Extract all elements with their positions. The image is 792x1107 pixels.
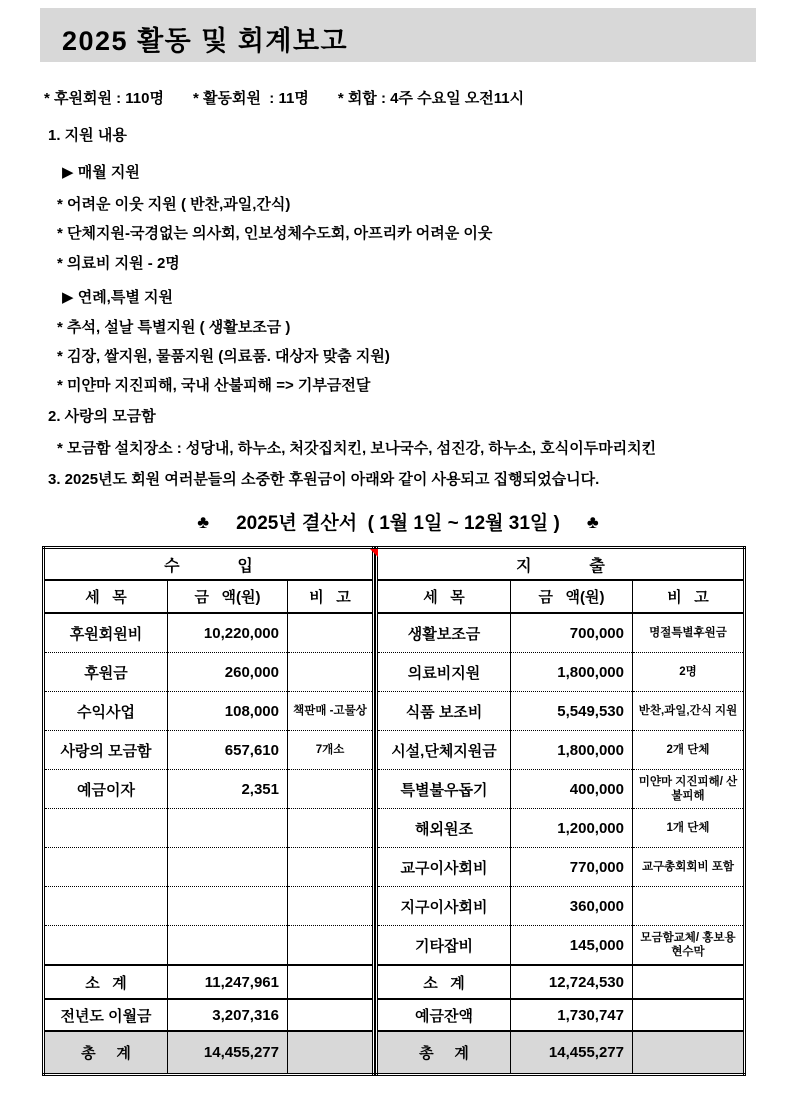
expense-item: 지구이사회비: [377, 887, 511, 926]
expense-remainder-amount: 1,730,747: [511, 999, 633, 1031]
income-table: [42, 546, 375, 1076]
expense-total-label: 총 계: [377, 1031, 511, 1075]
annual-support-label: ▶ 연례,특별 지원: [62, 289, 173, 306]
expense-note: 미얀마 지진피해/ 산불피해: [633, 770, 745, 809]
income-amount: 260,000: [168, 653, 288, 692]
expense-table: [375, 546, 746, 1076]
support-item: * 추석, 설날 특별지원 ( 생활보조금 ): [57, 319, 291, 336]
settlement-tables: [42, 546, 746, 1076]
income-subtotal-amount: 11,247,961: [168, 965, 288, 999]
income-subtotal-label: 소 계: [44, 965, 168, 999]
income-subtotal-note: [288, 965, 374, 999]
income-amount: 10,220,000: [168, 613, 288, 653]
expense-subtotal-label: 소 계: [377, 965, 511, 999]
income-note: [288, 848, 374, 887]
expense-subtotal-note: [633, 965, 745, 999]
expense-note: 1개 단체: [633, 809, 745, 848]
expense-note: 반찬,과일,간식 지원: [633, 692, 745, 731]
report-body: [40, 121, 770, 494]
expense-col-note: 비 고: [633, 580, 745, 613]
monthly-support-label: ▶ 매월 지원: [62, 164, 140, 181]
income-note: [288, 887, 374, 926]
expense-item: 의료비지원: [377, 653, 511, 692]
expense-amount: 5,549,530: [511, 692, 633, 731]
expense-amount: 145,000: [511, 926, 633, 966]
section-2-heading: 2. 사랑의 모금함: [48, 408, 156, 425]
expense-note: 교구총회회비 포함: [633, 848, 745, 887]
expense-col-amount: 금 액(원): [511, 580, 633, 613]
expense-header: 지 출: [377, 548, 745, 581]
donation-box-locations: * 모금함 설치장소 : 성당내, 하누소, 처갓집치킨, 보나국수, 섬진강, 하누소, 호식이두마리치킨: [57, 440, 657, 457]
income-total-note: [288, 1031, 374, 1075]
expense-item: 식품 보조비: [377, 692, 511, 731]
income-col-item: 세 목: [44, 580, 168, 613]
income-note: [288, 613, 374, 653]
expense-note: 명절특별후원금: [633, 613, 745, 653]
income-note: [288, 653, 374, 692]
expense-amount: 770,000: [511, 848, 633, 887]
expense-amount: 700,000: [511, 613, 633, 653]
income-item: [44, 887, 168, 926]
support-item: * 김장, 쌀지원, 물품지원 (의료품. 대상자 맞춤 지원): [57, 348, 390, 365]
club-icon: ♣: [197, 511, 210, 532]
expense-subtotal-amount: 12,724,530: [511, 965, 633, 999]
expense-item: 해외원조: [377, 809, 511, 848]
income-amount: 2,351: [168, 770, 288, 809]
income-carryover-amount: 3,207,316: [168, 999, 288, 1031]
income-note: [288, 926, 374, 966]
expense-amount: 400,000: [511, 770, 633, 809]
income-item: 후원회원비: [44, 613, 168, 653]
income-note: [288, 809, 374, 848]
expense-item: 특별불우돕기: [377, 770, 511, 809]
income-note: 책판매 -고물상: [288, 692, 374, 731]
expense-total-amount: 14,455,277: [511, 1031, 633, 1075]
income-total-label: 총 계: [44, 1031, 168, 1075]
expense-col-item: 세 목: [377, 580, 511, 613]
income-item: 사랑의 모금함: [44, 731, 168, 770]
expense-remainder-note: [633, 999, 745, 1031]
income-item: [44, 809, 168, 848]
expense-amount: 1,800,000: [511, 653, 633, 692]
income-amount: [168, 926, 288, 966]
title-bar: [40, 8, 756, 62]
statement-title: 2025년 결산서 ( 1월 1일 ~ 12월 31일 ): [236, 513, 560, 534]
income-amount: [168, 809, 288, 848]
meeting-schedule: * 회합 : 4주 수요일 오전11시: [337, 90, 525, 107]
expense-total-note: [633, 1031, 745, 1075]
support-item: * 단체지원-국경없는 의사회, 인보성체수도회, 아프리카 어려운 이웃: [57, 225, 493, 242]
income-carryover-note: [288, 999, 374, 1031]
expense-item: 생활보조금: [377, 613, 511, 653]
support-item: * 의료비 지원 - 2명: [57, 255, 180, 272]
expense-amount: 1,200,000: [511, 809, 633, 848]
statement-title-line: [40, 508, 756, 535]
section-3-heading: 3. 2025년도 회원 여러분들의 소중한 후원금이 아래와 같이 사용되고 집행되었습니다.: [48, 471, 600, 488]
income-note: [288, 770, 374, 809]
membership-info-line: [44, 87, 784, 108]
income-carryover-label: 전년도 이월금: [44, 999, 168, 1031]
income-amount: [168, 887, 288, 926]
expense-amount: 360,000: [511, 887, 633, 926]
support-item: * 미얀마 지진피해, 국내 산불피해 => 기부금전달: [57, 377, 371, 394]
income-note: 7개소: [288, 731, 374, 770]
income-item: [44, 926, 168, 966]
page-title: 2025 활동 및 회계보고: [62, 25, 349, 56]
income-item: 후원금: [44, 653, 168, 692]
income-col-amount: 금 액(원): [168, 580, 288, 613]
support-item: * 어려운 이웃 지원 ( 반찬,과일,간식): [57, 196, 291, 213]
expense-note: 2명: [633, 653, 745, 692]
expense-note: [633, 887, 745, 926]
expense-note: 2개 단체: [633, 731, 745, 770]
club-icon: ♣: [586, 511, 599, 532]
income-item: 예금이자: [44, 770, 168, 809]
income-total-amount: 14,455,277: [168, 1031, 288, 1075]
expense-remainder-label: 예금잔액: [377, 999, 511, 1031]
expense-item: 시설,단체지원금: [377, 731, 511, 770]
supporter-count: * 후원회원 : 110명: [44, 90, 164, 107]
income-amount: [168, 848, 288, 887]
income-col-note: 비 고: [288, 580, 374, 613]
active-member-count: * 활동회원 : 11명: [193, 90, 309, 107]
expense-item: 기타잡비: [377, 926, 511, 966]
income-amount: 108,000: [168, 692, 288, 731]
expense-item: 교구이사회비: [377, 848, 511, 887]
income-item: 수익사업: [44, 692, 168, 731]
income-amount: 657,610: [168, 731, 288, 770]
expense-note: 모금함교체/ 홍보용현수막: [633, 926, 745, 966]
income-item: [44, 848, 168, 887]
income-header: 수 입: [44, 548, 374, 581]
expense-amount: 1,800,000: [511, 731, 633, 770]
section-1-heading: 1. 지원 내용: [48, 127, 127, 144]
